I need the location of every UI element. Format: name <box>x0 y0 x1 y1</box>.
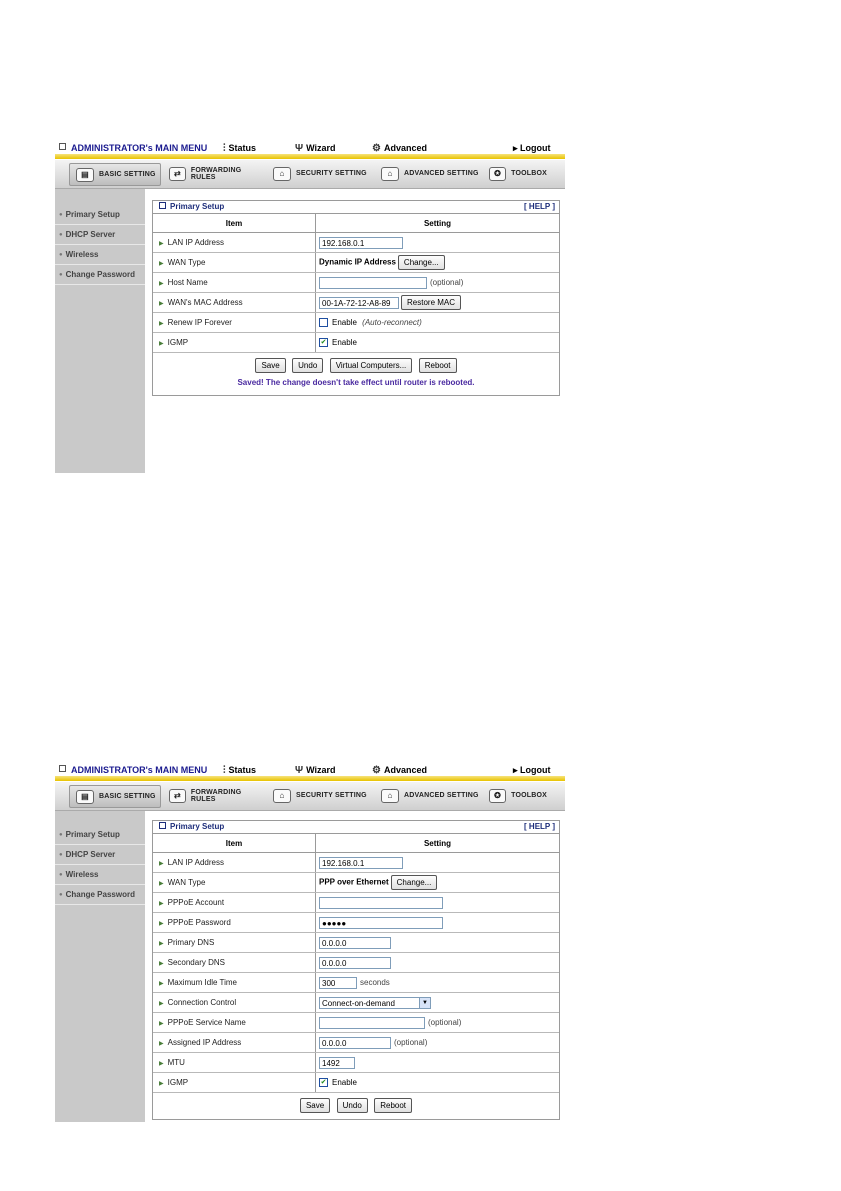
advanced-link[interactable]: ⚙ Advanced <box>372 143 427 154</box>
arrow-icon: ▶ <box>159 961 164 967</box>
row-label: ▶ Assigned IP Address <box>153 1033 316 1053</box>
optional-note: (optional) <box>430 277 464 287</box>
change-wan-type-button[interactable]: Change... <box>398 255 445 270</box>
optional-note: (optional) <box>394 1037 428 1047</box>
pppoe-account-input[interactable] <box>319 897 443 909</box>
square-icon <box>59 765 66 772</box>
bullet-icon: ● <box>59 231 63 238</box>
bullet-icon: ● <box>59 271 63 278</box>
bullet-icon: ● <box>59 831 63 838</box>
arrow-icon: ▶ <box>159 881 164 887</box>
panel-header <box>153 821 559 834</box>
chevron-down-icon: ▼ <box>419 998 430 1008</box>
igmp-checkbox[interactable]: ✔ <box>320 1079 327 1087</box>
row-label: ▶ LAN IP Address <box>153 233 316 253</box>
table-row <box>153 313 559 333</box>
column-header-item: Item <box>153 834 316 853</box>
row-label: ▶ PPPoE Account <box>153 893 316 913</box>
arrow-icon: ▶ <box>159 861 164 867</box>
arrow-icon: ▶ <box>159 921 164 927</box>
pppoe-service-name-input[interactable] <box>319 1017 425 1029</box>
save-button[interactable]: Save <box>300 1098 330 1113</box>
arrow-icon: ▶ <box>159 1021 164 1027</box>
arrow-icon: ▶ <box>159 901 164 907</box>
status-icon: ⫶ <box>223 765 226 776</box>
select-value: Connect-on-demand <box>322 998 395 1008</box>
tab-advanced-setting[interactable]: ⌂ ADVANCED SETTING <box>375 785 481 806</box>
toolbox-icon: ✪ <box>489 789 506 803</box>
host-name-input[interactable] <box>319 277 427 289</box>
undo-button[interactable]: Undo <box>292 358 323 373</box>
renew-ip-checkbox[interactable] <box>319 318 328 327</box>
bullet-icon: ● <box>59 211 63 218</box>
wan-type-value: Dynamic IP Address <box>319 257 396 267</box>
toolbox-icon: ✪ <box>489 167 506 181</box>
table-header-row <box>153 834 559 853</box>
arrow-icon: ▶ <box>159 1001 164 1007</box>
wizard-icon: Ψ <box>295 143 304 154</box>
logout-link[interactable]: ▸ Logout <box>513 765 551 775</box>
column-header-setting: Setting <box>316 834 560 853</box>
action-buttons <box>153 353 559 375</box>
bullet-icon: ● <box>59 871 63 878</box>
action-buttons <box>153 1093 559 1115</box>
square-icon <box>59 143 66 150</box>
auto-reconnect-note: (Auto-reconnect) <box>362 317 422 327</box>
advanced-setting-icon: ⌂ <box>381 789 399 803</box>
table-row <box>153 1013 559 1033</box>
sidebar-item-dhcp-server[interactable]: ● DHCP Server <box>55 225 145 245</box>
tab-toolbox[interactable]: ✪ TOOLBOX <box>483 163 547 184</box>
row-label: ▶ Host Name <box>153 273 316 293</box>
row-label: ▶ WAN's MAC Address <box>153 293 316 313</box>
table-row <box>153 273 559 293</box>
tab-toolbox[interactable]: ✪ TOOLBOX <box>483 785 547 806</box>
primary-setup-panel <box>152 820 560 1120</box>
arrow-icon: ▶ <box>159 981 164 987</box>
table-row <box>153 993 559 1013</box>
row-label: ▶ Secondary DNS <box>153 953 316 973</box>
sidebar <box>55 811 145 1122</box>
arrow-icon: ▶ <box>159 261 164 267</box>
row-label: ▶ Connection Control <box>153 993 316 1013</box>
arrow-icon: ▶ <box>159 301 164 307</box>
row-label: ▶ WAN Type <box>153 253 316 273</box>
row-label: ▶ MTU <box>153 1053 316 1073</box>
wan-mac-input[interactable]: 00-1A-72-12-A8-89 <box>319 297 399 309</box>
top-menu-bar <box>55 140 565 160</box>
connection-control-select[interactable] <box>319 997 431 1009</box>
top-menu-bar <box>55 762 565 782</box>
router-screenshot-dynamic-ip <box>55 140 565 473</box>
status-icon: ⫶ <box>223 143 226 154</box>
table-row <box>153 293 559 313</box>
tab-forwarding-rules[interactable]: ⇄ FORWARDING RULES <box>163 163 263 184</box>
settings-table <box>153 834 559 1093</box>
table-row <box>153 893 559 913</box>
tab-security-setting[interactable]: ⌂ SECURITY SETTING <box>267 163 371 184</box>
status-link[interactable]: ⫶ Status <box>223 765 257 776</box>
advanced-setting-icon: ⌂ <box>381 167 399 181</box>
table-row <box>153 953 559 973</box>
sidebar-item-dhcp-server[interactable]: ● DHCP Server <box>55 845 145 865</box>
table-row <box>153 253 559 273</box>
help-link[interactable]: [ HELP ] <box>524 822 555 831</box>
basic-setting-icon: ▤ <box>76 168 94 182</box>
saved-message: Saved! The change doesn't take effect until router is rebooted. <box>237 378 475 387</box>
table-row <box>153 853 559 873</box>
table-row <box>153 1053 559 1073</box>
panel-title: Primary Setup <box>159 822 224 831</box>
sidebar-item-wireless[interactable]: ● Wireless <box>55 865 145 885</box>
wizard-icon: Ψ <box>295 765 304 776</box>
reboot-button[interactable]: Reboot <box>374 1098 412 1113</box>
tab-security-setting[interactable]: ⌂ SECURITY SETTING <box>267 785 371 806</box>
row-label: ▶ IGMP <box>153 1073 316 1093</box>
reboot-button[interactable]: Reboot <box>419 358 457 373</box>
table-header-row <box>153 214 559 233</box>
lan-ip-input[interactable]: 192.168.0.1 <box>319 237 403 249</box>
checkbox-label: Enable <box>332 337 357 347</box>
arrow-icon: ▶ <box>159 1081 164 1087</box>
table-row <box>153 1073 559 1093</box>
arrow-icon: ▶ <box>159 281 164 287</box>
sidebar-item-change-password[interactable]: ● Change Password <box>55 265 145 285</box>
sidebar-item-wireless[interactable]: ● Wireless <box>55 245 145 265</box>
tab-advanced-setting[interactable]: ⌂ ADVANCED SETTING <box>375 163 481 184</box>
restore-mac-button[interactable]: Restore MAC <box>401 295 461 310</box>
wizard-link[interactable]: Ψ Wizard <box>295 143 336 154</box>
tab-basic-setting[interactable]: ▤ BASIC SETTING <box>69 785 161 808</box>
save-button[interactable]: Save <box>255 358 285 373</box>
bullet-icon: ● <box>59 851 63 858</box>
square-icon <box>159 202 166 209</box>
basic-setting-icon: ▤ <box>76 790 94 804</box>
router-screenshot-pppoe <box>55 762 565 1122</box>
help-link[interactable]: [ HELP ] <box>524 202 555 211</box>
column-header-item: Item <box>153 214 316 233</box>
wizard-link[interactable]: Ψ Wizard <box>295 765 336 776</box>
logout-link[interactable]: ▸ Logout <box>513 143 551 153</box>
tab-forwarding-rules[interactable]: ⇄ FORWARDING RULES <box>163 785 263 806</box>
seconds-unit: seconds <box>360 977 390 987</box>
arrow-icon: ▶ <box>159 341 164 347</box>
admin-main-menu-link[interactable]: ADMINISTRATOR's MAIN MENU <box>59 143 207 153</box>
advanced-icon: ⚙ <box>372 765 381 776</box>
column-header-setting: Setting <box>316 214 560 233</box>
lan-ip-input[interactable]: 192.168.0.1 <box>319 857 403 869</box>
table-row <box>153 873 559 893</box>
row-label: ▶ WAN Type <box>153 873 316 893</box>
row-label: ▶ PPPoE Password <box>153 913 316 933</box>
checkbox-label: Enable <box>332 1077 357 1087</box>
igmp-checkbox[interactable]: ✔ <box>320 339 327 347</box>
main-tab-bar <box>55 782 565 811</box>
table-row <box>153 1033 559 1053</box>
assigned-ip-input[interactable]: 0.0.0.0 <box>319 1037 391 1049</box>
main-tab-bar <box>55 160 565 189</box>
arrow-icon: ▶ <box>159 1041 164 1047</box>
row-label: ▶ PPPoE Service Name <box>153 1013 316 1033</box>
security-icon: ⌂ <box>273 789 291 803</box>
advanced-icon: ⚙ <box>372 143 381 154</box>
arrow-icon: ▶ <box>159 1061 164 1067</box>
forwarding-icon: ⇄ <box>169 167 186 181</box>
row-label: ▶ Renew IP Forever <box>153 313 316 333</box>
primary-setup-panel <box>152 200 560 396</box>
row-label: ▶ Primary DNS <box>153 933 316 953</box>
virtual-computers-button[interactable]: Virtual Computers... <box>330 358 413 373</box>
security-icon: ⌂ <box>273 167 291 181</box>
sidebar-item-primary-setup[interactable]: ● Primary Setup <box>55 205 145 225</box>
max-idle-time-input[interactable]: 300 <box>319 977 357 989</box>
mtu-input[interactable]: 1492 <box>319 1057 355 1069</box>
table-row <box>153 913 559 933</box>
advanced-link[interactable]: ⚙ Advanced <box>372 765 427 776</box>
row-label: ▶ IGMP <box>153 333 316 353</box>
table-row <box>153 933 559 953</box>
primary-dns-input[interactable]: 0.0.0.0 <box>319 937 391 949</box>
checkbox-label: Enable <box>332 317 357 327</box>
table-row <box>153 233 559 253</box>
bullet-icon: ● <box>59 251 63 258</box>
sidebar <box>55 189 145 473</box>
wan-type-value: PPP over Ethernet <box>319 877 389 887</box>
optional-note: (optional) <box>428 1017 462 1027</box>
row-label: ▶ Maximum Idle Time <box>153 973 316 993</box>
panel-title: Primary Setup <box>159 202 224 211</box>
undo-button[interactable]: Undo <box>337 1098 368 1113</box>
settings-table <box>153 214 559 353</box>
tab-basic-setting[interactable]: ▤ BASIC SETTING <box>69 163 161 186</box>
sidebar-item-primary-setup[interactable]: ● Primary Setup <box>55 825 145 845</box>
row-label: ▶ LAN IP Address <box>153 853 316 873</box>
forwarding-icon: ⇄ <box>169 789 186 803</box>
square-icon <box>159 822 166 829</box>
bullet-icon: ● <box>59 891 63 898</box>
admin-main-menu-link[interactable]: ADMINISTRATOR's MAIN MENU <box>59 765 207 775</box>
pppoe-password-input[interactable]: ●●●●● <box>319 917 443 929</box>
arrow-icon: ▶ <box>159 941 164 947</box>
sidebar-item-change-password[interactable]: ● Change Password <box>55 885 145 905</box>
secondary-dns-input[interactable]: 0.0.0.0 <box>319 957 391 969</box>
arrow-icon: ▶ <box>159 321 164 327</box>
status-link[interactable]: ⫶ Status <box>223 143 257 154</box>
panel-header <box>153 201 559 214</box>
table-row <box>153 333 559 353</box>
change-wan-type-button[interactable]: Change... <box>391 875 438 890</box>
arrow-icon: ▶ <box>159 241 164 247</box>
table-row <box>153 973 559 993</box>
